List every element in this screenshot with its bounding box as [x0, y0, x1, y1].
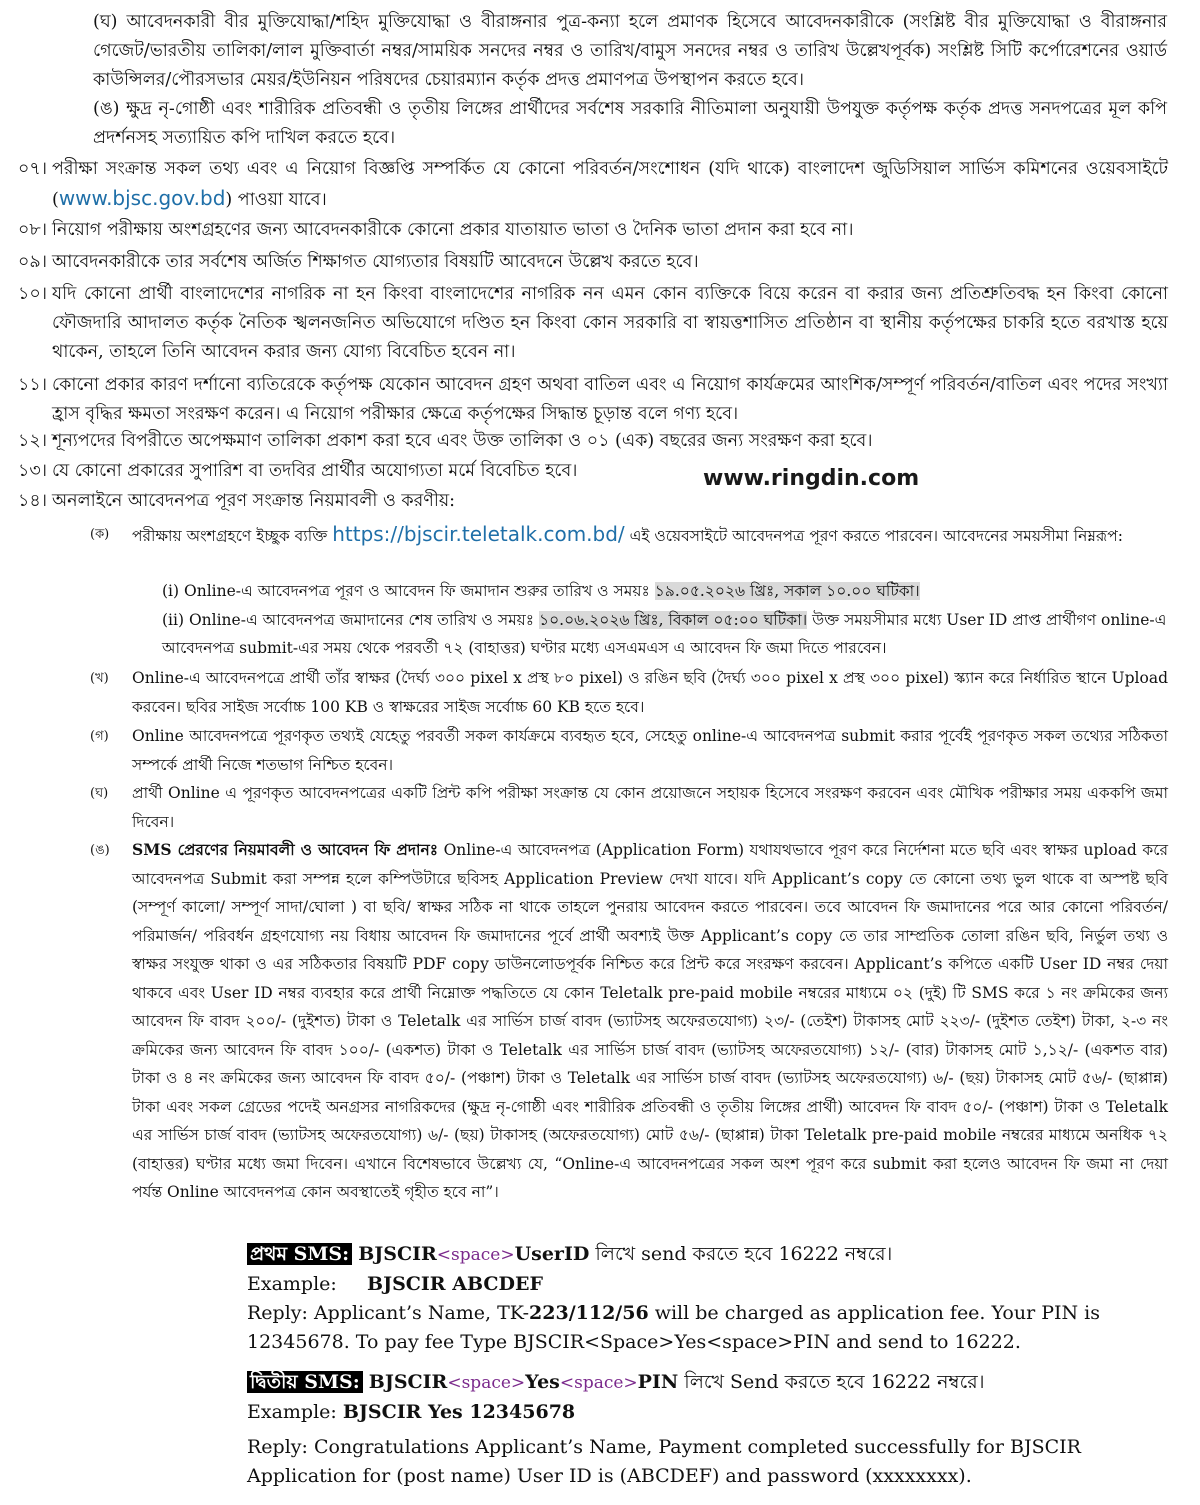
item-number: ১২। — [18, 431, 47, 451]
item-text: নিয়োগ পরীক্ষায় অংশগ্রহণের জন্য আবেদনকারীকে কোনো প্রকার যাতায়াত ভাতা ও দৈনিক ভাতা প্রদান করা হবে না। — [52, 220, 854, 240]
second-sms-reply: Reply: Congratulations Applicant’s Name, Payment completed successfully for BJSCIR Application for (post name) User ID is (ABCDEF) and password (xxxxxxxx). — [247, 1436, 1081, 1487]
second-sms-tag: দ্বিতীয় SMS: — [247, 1371, 363, 1393]
first-sms-command: প্রথম SMS: BJSCIR<space>UserID লিখে send করতে হবে 16222 নম্বরে। — [247, 1240, 1187, 1270]
item-number: ১১। — [18, 375, 47, 395]
item-14 — [18, 487, 1168, 516]
item-text: অনলাইনে আবেদনপত্র পূরণ সংক্রান্ত নিয়মাবলী ও করণীয়: — [52, 491, 456, 511]
item-number: ১৩। — [18, 461, 47, 481]
item-number: ০৯। — [18, 252, 47, 272]
item-number: ০৮। — [18, 220, 47, 240]
sub-item-ka — [90, 520, 1168, 551]
sub-item-label: (ক) — [90, 527, 110, 542]
item-text: যে কোনো প্রকারের সুপারিশ বা তদবির প্রার্থীর অযোগ্যতা মর্মে বিবেচিত হবে। — [52, 461, 578, 481]
paragraph-umo: (ঙ) ক্ষুদ্র নৃ-গোষ্ঠী এবং শারীরিক প্রতিবন্ধী ও তৃতীয় লিঙ্গের প্রার্থীদের সর্বশেষ সরকারি নীতিমালা অনুযায়ী উপযুক্ত কর্তৃপক্ষ কর্তৃক প্রদত্ত সনদপত্রের মূল কপি প্রদর্শনসহ সত্যায়িত কপি দাখিল করতে হবে। — [93, 99, 1167, 148]
sub-item-text: প্রার্থী Online এ পূরণকৃত আবেদনপত্রের একটি প্রিন্ট কপি পরীক্ষা সংক্রান্ত যে কোন প্রয়োজনে সহায়ক হিসেবে সংরক্ষণ করবেন এবং মৌখিক পরীক্ষার সময় এককপি জমা দিবেন। — [132, 784, 1168, 831]
item-text: পরীক্ষা সংক্রান্ত সকল তথ্য এবং এ নিয়োগ বিজ্ঞপ্তি সম্পর্কিত যে কোনো পরিবর্তন/সংশোধন (যদি থাকে) বাংলাদেশ জুডিসিয়াল সার্ভিস কমিশনের ওয়েবসাইটে (www.bjsc.gov.bd) পাওয়া যাবে। — [52, 159, 1168, 210]
roman-label: (ii) — [162, 611, 185, 629]
first-sms-block — [247, 1240, 1187, 1357]
item-11 — [18, 371, 1168, 429]
sub-item-label: (ঙ) — [90, 843, 110, 858]
second-sms-block — [247, 1368, 1187, 1491]
first-sms-tag: প্রথম SMS: — [247, 1243, 352, 1265]
end-date-highlight: ১০.০৬.২০২৬ খ্রিঃ, বিকাল ০৫:০০ ঘটিকা। — [539, 611, 808, 629]
sub-item-label: (ঘ) — [90, 786, 109, 801]
second-sms-example: Example: BJSCIR Yes 12345678 — [247, 1401, 576, 1423]
bjsc-website-link[interactable]: www.bjsc.gov.bd — [58, 186, 226, 210]
sub-item-text: পরীক্ষায় অংশগ্রহণে ইচ্ছুক ব্যক্তি https://bjscir.teletalk.com.bd/ এই ওয়েবসাইটে আবেদনপত্র পূরণ করতে পারবেন। আবেদনের সময়সীমা নিম্নরূপ: — [132, 522, 1123, 546]
item-text: কোনো প্রকার কারণ দর্শানো ব্যতিরেকে কর্তৃপক্ষ যেকোন আবেদন গ্রহণ অথবা বাতিল এবং এ নিয়োগ কার্যক্রমের আংশিক/সম্পূর্ণ পরিবর্তন/বাতিল এবং পদের সংখ্যা হ্রাস বৃদ্ধির ক্ষমতা সংরক্ষণ করেন। এ নিয়োগ পরীক্ষার ক্ষেত্রে কর্তৃপক্ষের সিদ্ধান্ত চূড়ান্ত বলে গণ্য হবে। — [52, 375, 1168, 424]
start-date-highlight: ১৯.০৫.২০২৬ খ্রিঃ, সকাল ১০.০০ ঘটিকা। — [654, 582, 920, 600]
sub-item-label: (খ) — [90, 671, 109, 686]
item-number: ০৭। — [18, 159, 48, 179]
sub-item-text: Online-এ আবেদনপত্রে প্রার্থী তাঁর স্বাক্ষর (দৈর্ঘ্য ৩০০ pixel x প্রস্থ ৮০ pixel) ও রঙিন ছবি (দৈর্ঘ্য ৩০০ pixel x প্রস্থ ৩০০ pixel) স্ক্যান করে নির্ধারিত স্থানে Upload করবেন। ছবির সাইজ সর্বোচ্চ 100 KB ও স্বাক্ষরের সাইজ সর্বোচ্চ 60 KB হতে হবে। — [132, 669, 1168, 716]
sub-item-gha — [90, 779, 1168, 836]
second-sms-command: দ্বিতীয় SMS: BJSCIR<space>Yes<space>PIN লিখে Send করতে হবে 16222 নম্বরে। — [247, 1368, 1187, 1398]
schedule-start: (i) Online-এ আবেদনপত্র পূরণ ও আবেদন ফি জমাদান শুরুর তারিখ ও সময়ঃ ১৯.০৫.২০২৬ খ্রিঃ, সকাল ১০.০০ ঘটিকা। — [162, 582, 920, 600]
sub-item-ga — [90, 722, 1168, 779]
item-07 — [18, 155, 1168, 215]
roman-label: (i) — [162, 582, 180, 600]
item-13 — [18, 457, 1168, 486]
item-text: যদি কোনো প্রার্থী বাংলাদেশের নাগরিক না হন কিংবা বাংলাদেশের নাগরিক নন এমন কোন ব্যক্তিকে বিয়ে করেন বা করার জন্য প্রতিশ্রুতিবদ্ধ হন কিংবা কোনো ফৌজদারি আদালত কর্তৃক নৈতিক স্খলনজনিত অভিযোগে দণ্ডিত হন কিংবা কোন সরকারি বা স্বায়ত্তশাসিত প্রতিষ্ঠান বা স্থানীয় কর্তৃপক্ষের চাকরি হতে বরখাস্ত হয়ে থাকেন, তাহলে তিনি আবেদন করার জন্য যোগ্য বিবেচিত হবেন না। — [52, 284, 1168, 362]
watermark-text: www.ringdin.com — [703, 466, 920, 491]
sub-item-kha — [90, 664, 1168, 721]
item-text: শূন্যপদের বিপরীতে অপেক্ষমাণ তালিকা প্রকাশ করা হবে এবং উক্ত তালিকা ও ০১ (এক) বছরের জন্য সংরক্ষণ করা হবে। — [52, 431, 873, 451]
item-10 — [18, 280, 1168, 367]
sub-item-text: SMS প্রেরণের নিয়মাবলী ও আবেদন ফি প্রদানঃ Online-এ আবেদনপত্র (Application Form) যথাযথভাবে পূরণ করে নির্দেশনা মতে ছবি এবং স্বাক্ষর upload করে আবেদনপত্র Submit করা সম্পন্ন হলে কম্পিউটারে ছবিসহ Application Preview দেখা যাবে। যদি Applicant’s copy তে কোনো তথ্য ভুল থাকে বা অস্পষ্ট ছবি (সম্পূর্ণ কালো/ সম্পূর্ণ সাদা/ঘোলা ) বা ছবি/ স্বাক্ষর সঠিক না থাকে তাহলে পুনরায় আবেদন করতে পারবেন। তবে আবেদন ফি জমাদানের পরে আর কোনো পরিবর্তন/পরিমার্জন/ পরিবর্ধন গ্রহণযোগ্য নয় বিধায় আবেদন ফি জমাদানের পূর্বে প্রার্থী অবশ্যই উক্ত Applicant’s copy তে তার সাম্প্রতিক তোলা রঙিন ছবি, নির্ভুল তথ্য ও স্বাক্ষর সংযুক্ত থাকা ও এর সঠিকতার বিষয়টি PDF copy ডাউনলোডপূর্বক নিশ্চিত করে প্রিন্ট করে সংরক্ষণ করবেন। Applicant’s কপিতে একটি User ID নম্বর দেয়া থাকবে এবং User ID নম্বর ব্যবহার করে প্রার্থী নিম্নোক্ত পদ্ধতিতে যে কোন Teletalk pre-paid mobile নম্বরের মাধ্যমে ০২ (দুই) টি SMS করে ১ নং ক্রমিকের জন্য আবেদন ফি বাবদ ২০০/- (দুইশত) টাকা ও Teletalk এর সার্ভিস চার্জ বাবদ (ভ্যাটসহ অফেরতযোগ্য) ২৩/- (তেইশ) টাকাসহ মোট ২২৩/- (দুইশত তেইশ) টাকা, ২-৩ নং ক্রমিকের জন্য আবেদন ফি বাবদ ১০০/- (একশত) টাকা ও Teletalk এর সার্ভিস চার্জ বাবদ (ভ্যাটসহ অফেরতযোগ্য) ১২/- (বার) টাকাসহ মোট ১,১২/- (একশত বার) টাকা ও ৪ নং ক্রমিকের জন্য আবেদন ফি বাবদ ৫০/- (পঞ্চাশ) টাকা ও Teletalk এর সার্ভিস চার্জ বাবদ (ভ্যাটসহ অফেরতযোগ্য) ৬/- (ছয়) টাকাসহ মোট ৫৬/- (ছাপ্পান্ন) টাকা এবং সকল গ্রেডের পদেই অনগ্রসর নাগরিকদের (ক্ষুদ্র নৃ-গোষ্ঠী এবং শারীরিক প্রতিবন্ধী ও তৃতীয় লিঙ্গের প্রার্থী) আবেদন ফি বাবদ ৫০/- (পঞ্চাশ) টাকা ও Teletalk এর সার্ভিস চার্জ বাবদ (ভ্যাটসহ অফেরতযোগ্য) ৬/- (ছয়) টাকাসহ (অফেরতযোগ্য) মোট ৫৬/- (ছাপ্পান্ন) টাকা Teletalk pre-paid mobile নম্বরের মাধ্যমে অনধিক ৭২ (বাহাত্তর) ঘণ্টার মধ্যে জমা দিবেন। এখানে বিশেষভাবে উল্লেখ্য যে, “Online-এ আবেদনপত্রের সকল অংশ পূরণ করে submit করা হলেও আবেদন ফি জমা না দেয়া পর্যন্ত Online আবেদনপত্র কোন অবস্থাতেই গৃহীত হবে না”। — [132, 840, 1168, 1201]
item-08 — [18, 216, 1168, 245]
item-09 — [18, 248, 1168, 277]
first-sms-reply: Reply: Applicant’s Name, TK-223/112/56 will be charged as application fee. Your PIN is 12345678. To pay fee Type BJSCIR<Space>Yes<space>PIN and send to 16222. — [247, 1302, 1100, 1353]
item-number: ১৪। — [18, 491, 47, 511]
item-text: আবেদনকারীকে তার সর্বশেষ অর্জিত শিক্ষাগত যোগ্যতার বিষয়টি আবেদনে উল্লেখ করতে হবে। — [52, 252, 699, 272]
item-number: ১০। — [18, 284, 47, 304]
sub-item-umo — [90, 836, 1168, 1207]
item-12 — [18, 427, 1168, 456]
sub-item-text: Online আবেদনপত্রে পূরণকৃত তথ্যই যেহেতু পরবর্তী সকল কার্যক্রমে ব্যবহৃত হবে, সেহেতু online-এ আবেদনপত্র submit করার পূর্বেই পূরণকৃত সকল তথ্যের সঠিকতা সম্পর্কে প্রার্থী নিজে শতভাগ নিশ্চিত হবেন। — [132, 727, 1168, 774]
teletalk-application-link[interactable]: https://bjscir.teletalk.com.bd/ — [332, 522, 625, 546]
schedule-end: (ii) Online-এ আবেদনপত্র জমাদানের শেষ তারিখ ও সময়ঃ ১০.০৬.২০২৬ খ্রিঃ, বিকাল ০৫:০০ ঘটিকা। উক্ত সময়সীমার মধ্যে User ID প্রাপ্ত প্রার্থীগণ online-এ আবেদনপত্র submit-এর সময় থেকে পরবর্তী ৭২ (বাহাত্তর) ঘণ্টার মধ্যে এসএমএস এ আবেদন ফি জমা দিতে পারবেন। — [162, 611, 1167, 657]
first-sms-example: Example: BJSCIR ABCDEF — [247, 1273, 543, 1295]
paragraph-gha: (ঘ) আবেদনকারী বীর মুক্তিযোদ্ধা/শহিদ মুক্তিযোদ্ধা ও বীরাঙ্গনার পুত্র-কন্যা হলে প্রমাণক হিসেবে আবেদনকারীকে (সংশ্লিষ্ট বীর মুক্তিযোদ্ধা ও বীরাঙ্গনার গেজেট/ভারতীয় তালিকা/লাল মুক্তিবার্তা নম্বর/সাময়িক সনদের নম্বর ও তারিখ/বামুস সনদের নম্বর ও তারিখ উল্লেখপূর্বক) সংশ্লিষ্ট সিটি কর্পোরেশনের ওয়ার্ড কাউন্সিলর/পৌরসভার মেয়র/ইউনিয়ন পরিষদের চেয়ারম্যান কর্তৃক প্রদত্ত প্রমাণপত্র উপস্থাপন করতে হবে। — [93, 12, 1167, 90]
sub-item-label: (গ) — [90, 729, 109, 744]
